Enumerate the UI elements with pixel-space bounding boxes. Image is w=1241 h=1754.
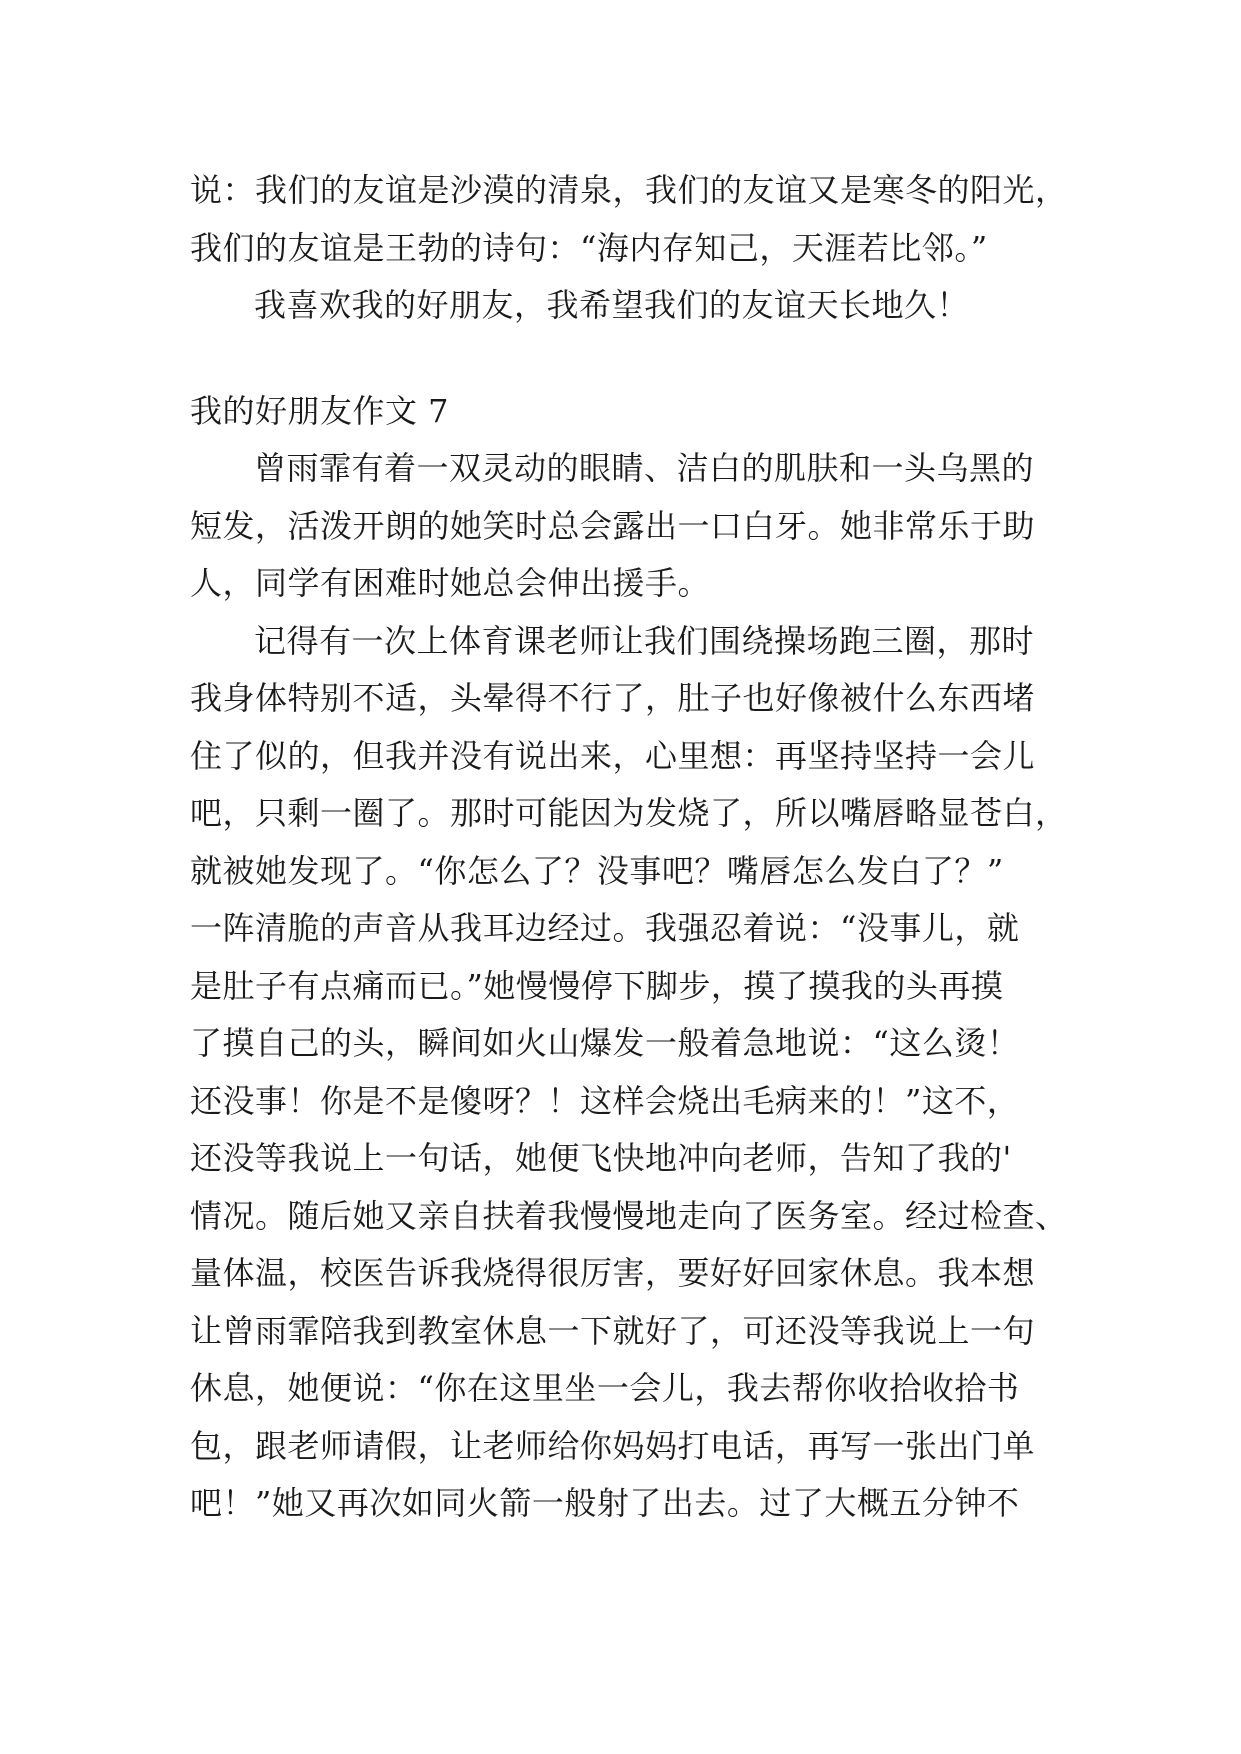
text-line: 是肚子有点痛而已。”她慢慢停下脚步，摸了摸我的头再摸 xyxy=(190,966,1004,1005)
text-line: 休息，她便说：“你在这里坐一会儿，我去帮你收拾收拾书 xyxy=(190,1369,1020,1407)
text-line: 我身体特别不适，头晕得不行了，肚子也好像被什么东西堵 xyxy=(190,679,1036,717)
text-line: 短发，活泼开朗的她笑时总会露出一口白牙。她非常乐于助 xyxy=(190,506,1036,545)
text-line: 曾雨霏有着一双灵动的眼睛、洁白的肌肤和一头乌黑的 xyxy=(254,449,1035,487)
text-line: 吧，只剩一圈了。那时可能因为发烧了，所以嘴唇略显苍白， xyxy=(190,794,1068,832)
text-line: 我喜欢我的好朋友，我希望我们的友谊天长地久！ xyxy=(254,286,970,324)
text-line: 还没等我说上一句话，她便飞快地冲向老师，告知了我的' xyxy=(190,1139,1012,1177)
text-line: 情况。随后她又亲自扶着我慢慢地走向了医务室。经过检查、 xyxy=(190,1196,1068,1235)
text-line: 吧！”她又再次如同火箭一般射了出去。过了大概五分钟不 xyxy=(190,1484,1020,1522)
text-line: 记得有一次上体育课老师让我们围绕操场跑三圈，那时 xyxy=(254,621,1035,660)
text-line: 说：我们的友谊是沙漠的清泉，我们的友谊又是寒冬的阳光， xyxy=(190,171,1068,209)
text-line: 还没事！你是不是傻呀？！这样会烧出毛病来的！”这不， xyxy=(190,1081,1020,1120)
section-heading: 我的好朋友作文 7 xyxy=(190,391,450,430)
text-line: 量体温，校医告诉我烧得很厉害，要好好回家休息。我本想 xyxy=(190,1254,1036,1292)
section-gap xyxy=(190,335,1060,383)
text-line: 就被她发现了。“你怎么了？没事吧？嘴唇怎么发白了？” xyxy=(190,851,1004,890)
text-line: 人，同学有困难时她总会伸出援手。 xyxy=(190,564,711,602)
text-line: 包，跟老师请假，让老师给你妈妈打电话，再写一张出门单 xyxy=(190,1426,1036,1465)
text-line: 了摸自己的头，瞬间如火山爆发一般着急地说：“这么烫！ xyxy=(190,1024,1020,1062)
text-line: 我们的友谊是王勃的诗句：“海内存知己，天涯若比邻。” xyxy=(190,228,988,267)
text-line: 让曾雨霏陪我到教室休息一下就好了，可还没等我说上一句 xyxy=(190,1311,1036,1350)
text-line: 一阵清脆的声音从我耳边经过。我强忍着说：“没事儿，就 xyxy=(190,909,1020,947)
document-body xyxy=(190,162,1068,1533)
text-line: 住了似的，但我并没有说出来，心里想：再坚持坚持一会儿 xyxy=(190,736,1036,775)
